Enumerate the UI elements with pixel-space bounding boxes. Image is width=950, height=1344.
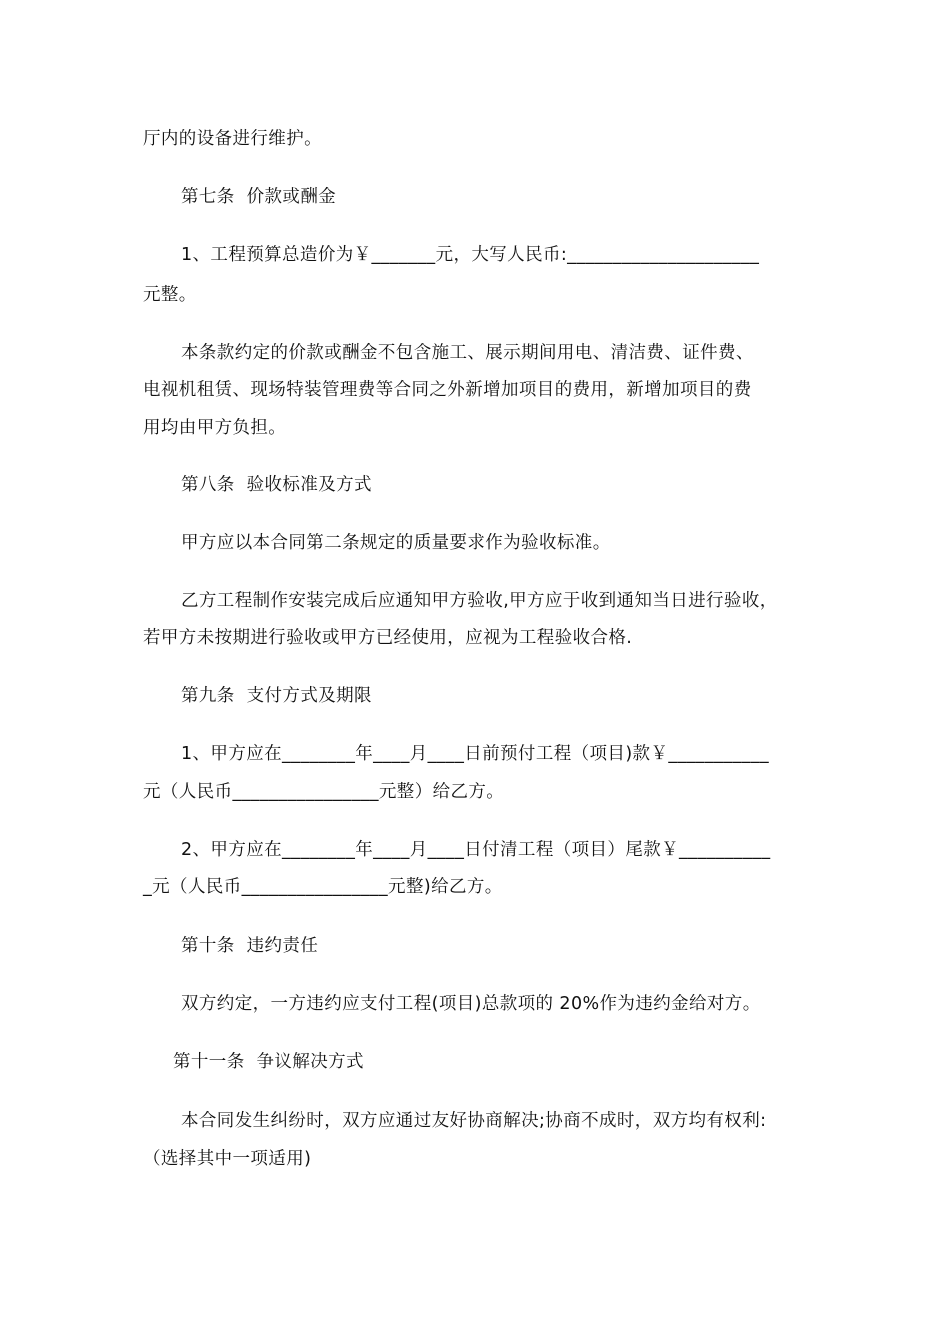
- text-line: 若甲方未按期进行验收或甲方已经使用，应视为工程验收合格.: [143, 628, 633, 648]
- text-line: 本合同发生纠纷时，双方应通过友好协商解决;协商不成时，双方均有权利:: [181, 1111, 767, 1131]
- article-heading: 第九条 支付方式及期限: [181, 686, 372, 706]
- text-line: （选择其中一项适用): [143, 1149, 312, 1169]
- text-line: 厅内的设备进行维护。: [143, 129, 322, 149]
- text-line: 元（人民币________________元整）给乙方。: [143, 782, 505, 802]
- text-line: 乙方工程制作安装完成后应通知甲方验收,甲方应于收到通知当日进行验收，: [181, 591, 778, 611]
- text-line: 元整。: [143, 285, 197, 305]
- article-heading: 第十一条 争议解决方式: [173, 1052, 364, 1072]
- text-line: 用均由甲方负担。: [143, 418, 287, 438]
- text-line: 1、工程预算总造价为￥_______元，大写人民币:_____________________: [181, 245, 760, 265]
- text-line: _元（人民币________________元整)给乙方。: [143, 877, 503, 897]
- text-line: 2、甲方应在________年____月____日付清工程（项目）尾款￥__________: [181, 840, 771, 860]
- article-heading: 第八条 验收标准及方式: [181, 475, 372, 495]
- article-heading: 第七条 价款或酬金: [181, 187, 337, 207]
- text-line: 甲方应以本合同第二条规定的质量要求作为验收标准。: [181, 533, 611, 553]
- text-line: 电视机租赁、现场特装管理费等合同之外新增加项目的费用，新增加项目的费: [143, 380, 752, 400]
- text-line: 1、甲方应在________年____月____日前预付工程（项目)款￥___________: [181, 744, 770, 764]
- article-heading: 第十条 违约责任: [181, 936, 319, 956]
- text-line: 双方约定，一方违约应支付工程(项目)总款项的 20%作为违约金给对方。: [181, 994, 761, 1014]
- text-line: 本条款约定的价款或酬金不包含施工、展示期间用电、清洁费、证件费、: [181, 343, 754, 363]
